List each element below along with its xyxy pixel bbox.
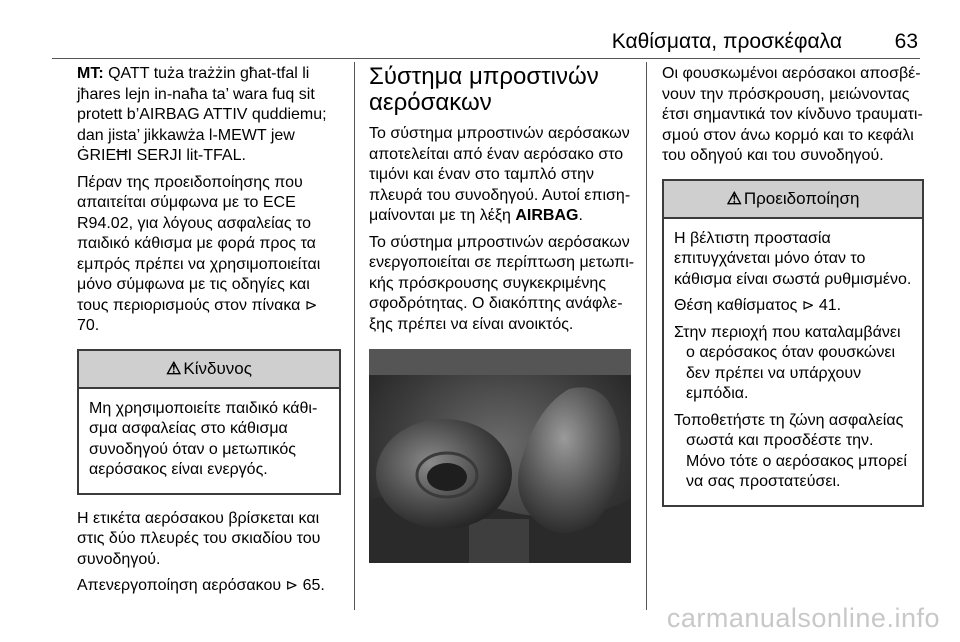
page-ref-70[interactable]: 70. — [77, 317, 100, 334]
warning-box — [662, 179, 924, 507]
ece-text: Πέραν της προειδοποίησης που απαιτείται σύμφωνα με το ECE R94.02, για λόγους ασφαλείας το παιδικό κάθισμα με φορά προς τα εμπρός πρέπει να χρησιμοποιείται μόνο σύμφωνα με τις οδηγίες και τους περιορισμούς στον πίνακα — [77, 173, 321, 314]
deactivation-paragraph — [77, 576, 341, 597]
system-text-end: . — [578, 207, 583, 224]
page-reference-arrow-icon: ⊳ — [285, 577, 299, 594]
page-number: 63 — [894, 30, 918, 53]
activation-paragraph: Το σύστημα μπροστινών αερόσακων ενεργοποιείται σε περίπτωση μετωπικής πρόσκρουσης συγκεκριμένης σφοδρότητας. Ο διακόπτης ανάφλεξης πρέπει να είναι ανοικτός. — [369, 233, 635, 333]
page-reference-arrow-icon: ⊳ — [304, 296, 318, 314]
warning-text-4: Τοποθετήστε τη ζώνη ασφαλείας σωστά και προσδέστε την. Μόνο τότε ο αερόσακος μπορεί να σας προστατεύσει. — [674, 411, 907, 490]
page-reference-arrow-icon: ⊳ — [801, 297, 815, 314]
column-left — [77, 64, 341, 603]
warning-triangle-icon: ⚠ — [726, 188, 742, 208]
warning-text-2 — [674, 296, 912, 317]
column-divider-left — [354, 62, 355, 610]
system-description-paragraph — [369, 124, 637, 227]
warning-triangle-icon: ⚠ — [166, 358, 182, 378]
warning-box-body — [664, 219, 922, 505]
system-text: Το σύστημα μπροστινών αερόσακων αποτελείται από έναν αερόσακο στο τιμόνι και έναν στο ταμπλό στην πλευρά του συνοδηγού. Αυτοί επισημαίνονται με τη λέξη — [369, 125, 631, 224]
watermark: carmanualsonline.info — [666, 603, 940, 633]
warning-box-title: Προειδοποίηση — [743, 188, 860, 208]
seat-position-text: Θέση καθίσματος — [674, 297, 798, 314]
page-header — [0, 0, 960, 58]
column-divider-right — [646, 62, 647, 610]
deactivation-text: Απενεργοποίηση αερόσακου — [77, 577, 282, 594]
warning-box-header — [664, 181, 922, 219]
page-title: Καθίσματα, προσκέφαλα — [611, 30, 842, 53]
column-right — [662, 64, 924, 521]
page-ref-65[interactable]: 65. — [302, 577, 325, 594]
column-middle — [369, 64, 637, 563]
mt-label: MT: — [77, 65, 104, 82]
danger-box — [77, 349, 341, 495]
airbag-photo — [369, 349, 631, 563]
section-heading: Σύστημα μπροστινών αερόσακων — [369, 63, 599, 116]
ece-paragraph — [77, 173, 341, 337]
header-divider — [52, 58, 920, 59]
danger-box-header — [79, 351, 339, 389]
label-location-paragraph: Η ετικέτα αερόσακου βρίσκεται και στις δύο πλευρές του σκιαδίου του συνοδηγού. — [77, 509, 321, 568]
warning-text-3: Στην περιοχή που καταλαμβάνει ο αερόσακος όταν φουσκώνει δεν πρέπει να υπάρχουν εμπόδια. — [674, 323, 901, 402]
danger-box-title: Κίνδυνος — [183, 358, 252, 378]
cushioning-paragraph: Οι φουσκωμένοι αερόσακοι αποσβένουν την πρόσκρουση, μειώνοντας έτσι σημαντικά τον κίνδυνο τραυματισμού στον άνω κορμό και το κεφάλι του οδηγού και του συνοδηγού. — [662, 65, 923, 164]
warning-text-1: Η βέλτιστη προστασία επιτυγχάνεται μόνο όταν το κάθισμα είναι σωστά ρυθμισμένο. — [674, 229, 912, 288]
danger-box-text: Μη χρησιμοποιείτε παιδικό κάθισμα ασφαλείας στο κάθισμα συνοδηγού όταν ο μετωπικός αερόσακος είναι ενεργός. — [89, 399, 318, 478]
danger-box-body — [79, 389, 339, 493]
airbag-word: AIRBAG — [515, 207, 579, 224]
page-ref-41[interactable]: 41. — [818, 297, 842, 314]
mt-text: QATT tuża trażżin għat-tfal li jħares lejn in-naħa ta’ wara fuq sit protett b’AIRBAG ATTIV quddiemu; dan jista’ jikkawża l-MEWT jew ĠRIEĦI SERJI lit-TFAL. — [77, 65, 327, 164]
mt-warning-paragraph — [77, 64, 341, 167]
